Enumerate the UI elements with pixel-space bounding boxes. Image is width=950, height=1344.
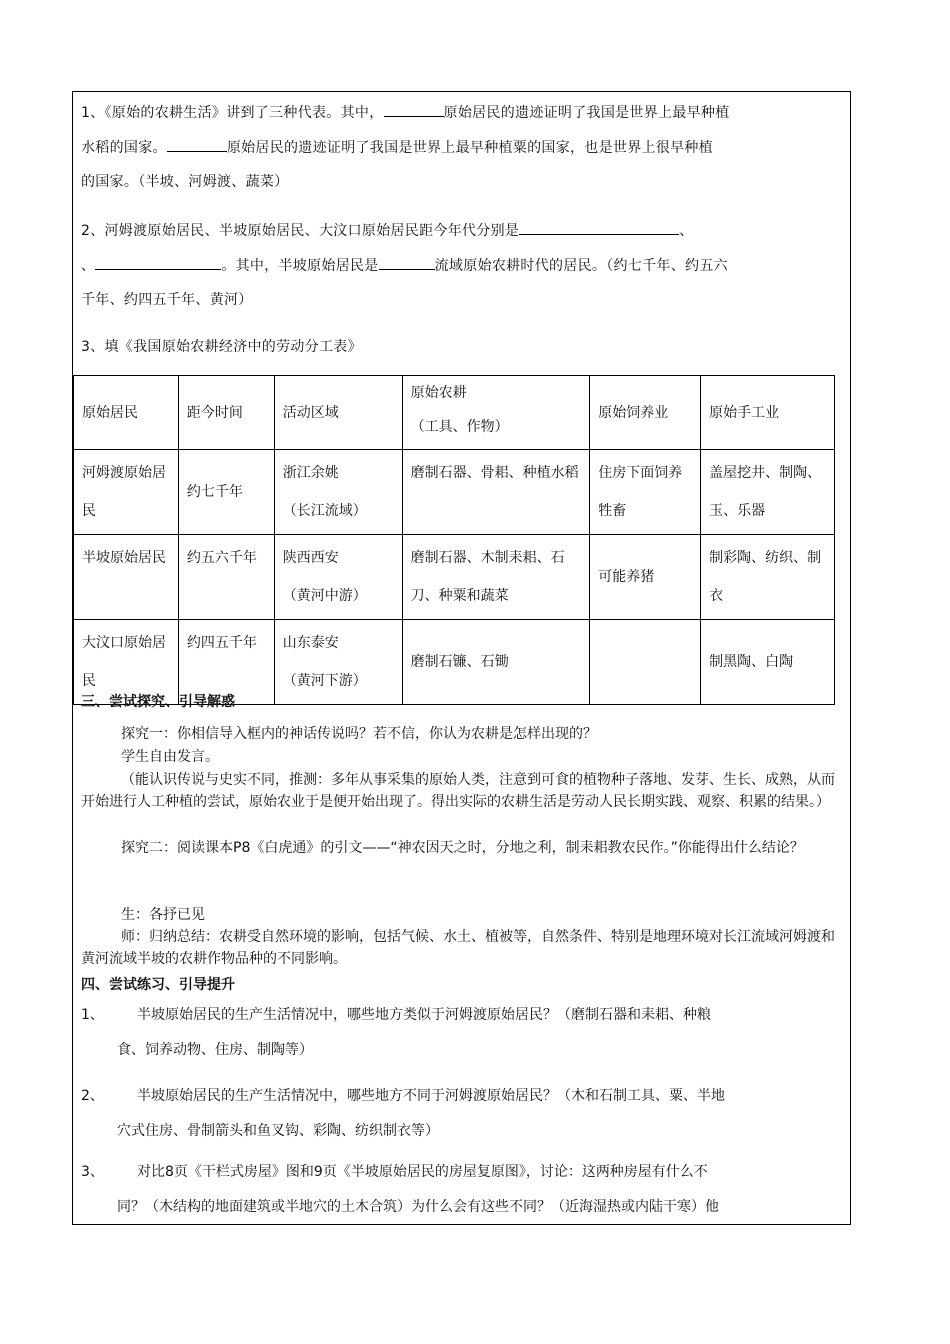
area-cell xyxy=(274,535,402,620)
item-number: 3、 xyxy=(81,1164,104,1180)
blank[interactable] xyxy=(519,220,679,235)
exercise-item xyxy=(81,1155,842,1224)
blank[interactable] xyxy=(384,102,444,117)
header-cell: 原始手工业 xyxy=(701,376,835,450)
raise-cell: 住房下面饲养牲畜 xyxy=(590,450,701,535)
worksheet-frame xyxy=(72,91,851,1225)
exercise-item xyxy=(81,1079,842,1148)
table-header-row xyxy=(74,376,835,450)
q1-text-d: 原始居民的遗迹证明了我国是世界上最早种植粟的国家，也是世界上很早种植 xyxy=(226,139,714,156)
item-line: 对比8页《干栏式房屋》图和9页《半坡原始居民的房屋复原图》，讨论：这两种房屋有什么不 xyxy=(137,1164,708,1180)
table-row xyxy=(74,450,835,535)
q1-text-c: 水稻的国家。 xyxy=(81,139,167,156)
question-1 xyxy=(81,96,842,200)
blank[interactable] xyxy=(95,255,221,270)
item-number: 1、 xyxy=(81,1007,104,1023)
farm-cell: 磨制石器、骨耜、种植水稻 xyxy=(402,450,590,535)
q2-text-c: 、 xyxy=(81,257,96,274)
area-cell xyxy=(274,450,402,535)
item-line: 同？（木结构的地面建筑或半地穴的土木合筑）为什么会有这些不同？（近海湿热或内陆干寒）他 xyxy=(117,1198,719,1215)
header-cell: 原始饲养业 xyxy=(590,376,701,450)
region-text: （黄河中游） xyxy=(282,588,367,604)
question-2 xyxy=(81,214,842,318)
area-text: 山东泰安 xyxy=(282,635,339,651)
item-line: 穴式住房、骨制箭头和鱼叉钩、彩陶、纺织制衣等） xyxy=(117,1122,439,1139)
q1-text-a: 1、《原始的农耕生活》讲到了三种代表。其中， xyxy=(81,105,384,121)
labor-division-table xyxy=(73,375,835,705)
craft-cell: 盖屋挖井、制陶、玉、乐器 xyxy=(701,450,835,535)
question-3: 3、填《我国原始农耕经济中的劳动分工表》 xyxy=(81,339,362,355)
section-4-title: 四、尝试练习、引导提升 xyxy=(81,977,235,993)
item-line: 半坡原始居民的生产生活情况中，哪些地方类似于河姆渡原始居民？（磨制石器和耒耜、种粮 xyxy=(137,1007,711,1023)
q2-text-a: 2、河姆渡原始居民、半坡原始居民、大汶口原始居民距今年代分别是 xyxy=(81,223,520,239)
exercise-item xyxy=(81,998,842,1067)
farm-cell: 磨制石器、木制耒耜、石刀、种粟和蔬菜 xyxy=(402,535,590,620)
teacher-summary: 师：归纳总结：农耕受自然环境的影响，包括气候、水土、植被等，自然条件、特别是地理环境对长江流域河姆渡和黄河流域半坡的农耕作物品种的不同影响。 xyxy=(81,929,835,967)
people-cell: 半坡原始居民 xyxy=(74,535,179,620)
time-cell: 约四五千年 xyxy=(178,620,274,705)
inquiry-2: 探究二：阅读课本P8《白虎通》的引文——“神农因天之时，分地之利，制耒耜教农民作。”你能得出什么结论？ xyxy=(121,840,804,856)
time-cell: 约七千年 xyxy=(178,450,274,535)
region-text: （黄河下游） xyxy=(282,673,367,689)
q1-text-e: 的国家。（半坡、河姆渡、蔬菜） xyxy=(81,174,289,190)
table-row xyxy=(74,535,835,620)
header-cell-sub: （工具、作物） xyxy=(410,419,509,435)
blank[interactable] xyxy=(167,137,227,152)
item-line: 半坡原始居民的生产生活情况中，哪些地方不同于河姆渡原始居民？（木和石制工具、粟、半地 xyxy=(137,1088,725,1104)
craft-cell: 制彩陶、纺织、制衣 xyxy=(701,535,835,620)
farm-cell: 磨制石镰、石锄 xyxy=(402,620,590,705)
area-text: 陕西西安 xyxy=(282,550,339,566)
craft-cell: 制黑陶、白陶 xyxy=(701,620,835,705)
header-cell: 活动区域 xyxy=(274,376,402,450)
item-line: 食、饲养动物、住房、制陶等） xyxy=(117,1041,313,1058)
student-opinion: 生：各抒已见 xyxy=(121,907,205,923)
q2-text-b: 、 xyxy=(679,223,694,239)
area-cell xyxy=(274,620,402,705)
people-cell: 河姆渡原始居民 xyxy=(74,450,179,535)
raise-cell xyxy=(590,620,701,705)
region-text: （长江流域） xyxy=(282,503,367,519)
time-cell: 约五六千年 xyxy=(178,535,274,620)
header-cell xyxy=(402,376,590,450)
item-number: 2、 xyxy=(81,1088,104,1104)
inquiry-1: 探究一：你相信导入框内的神话传说吗？若不信，你认为农耕是怎样出现的？ xyxy=(121,726,597,742)
header-cell: 距今时间 xyxy=(178,376,274,450)
header-cell: 原始居民 xyxy=(74,376,179,450)
raise-cell: 可能养猪 xyxy=(590,535,701,620)
q1-text-b: 原始居民的遗迹证明了我国是世界上最早种植 xyxy=(443,105,730,121)
header-cell-line: 原始农耕 xyxy=(410,385,467,401)
student-response: 学生自由发言。 xyxy=(121,749,219,765)
blank[interactable] xyxy=(379,255,435,270)
q2-text-e: 流域原始农耕时代的居民。（约七千年、约五六 xyxy=(434,257,728,274)
people-cell: 大汶口原始居民 xyxy=(74,620,179,705)
q2-text-f: 千年、约四五千年、黄河） xyxy=(81,292,253,308)
area-text: 浙江余姚 xyxy=(282,465,339,481)
section-3-title: 三、尝试探究、引导解惑 xyxy=(81,694,235,710)
q2-text-d: 。其中，半坡原始居民是 xyxy=(221,257,379,274)
inquiry-1-answer: （能认识传说与史实不同，推测：多年从事采集的原始人类，注意到可食的植物种子落地、发芽、生长、成熟，从而开始进行人工种植的尝试，原始农业于是便开始出现了。得出实际的农耕生活是劳动人民长期实践、观察、积累的结果。） xyxy=(81,772,835,810)
